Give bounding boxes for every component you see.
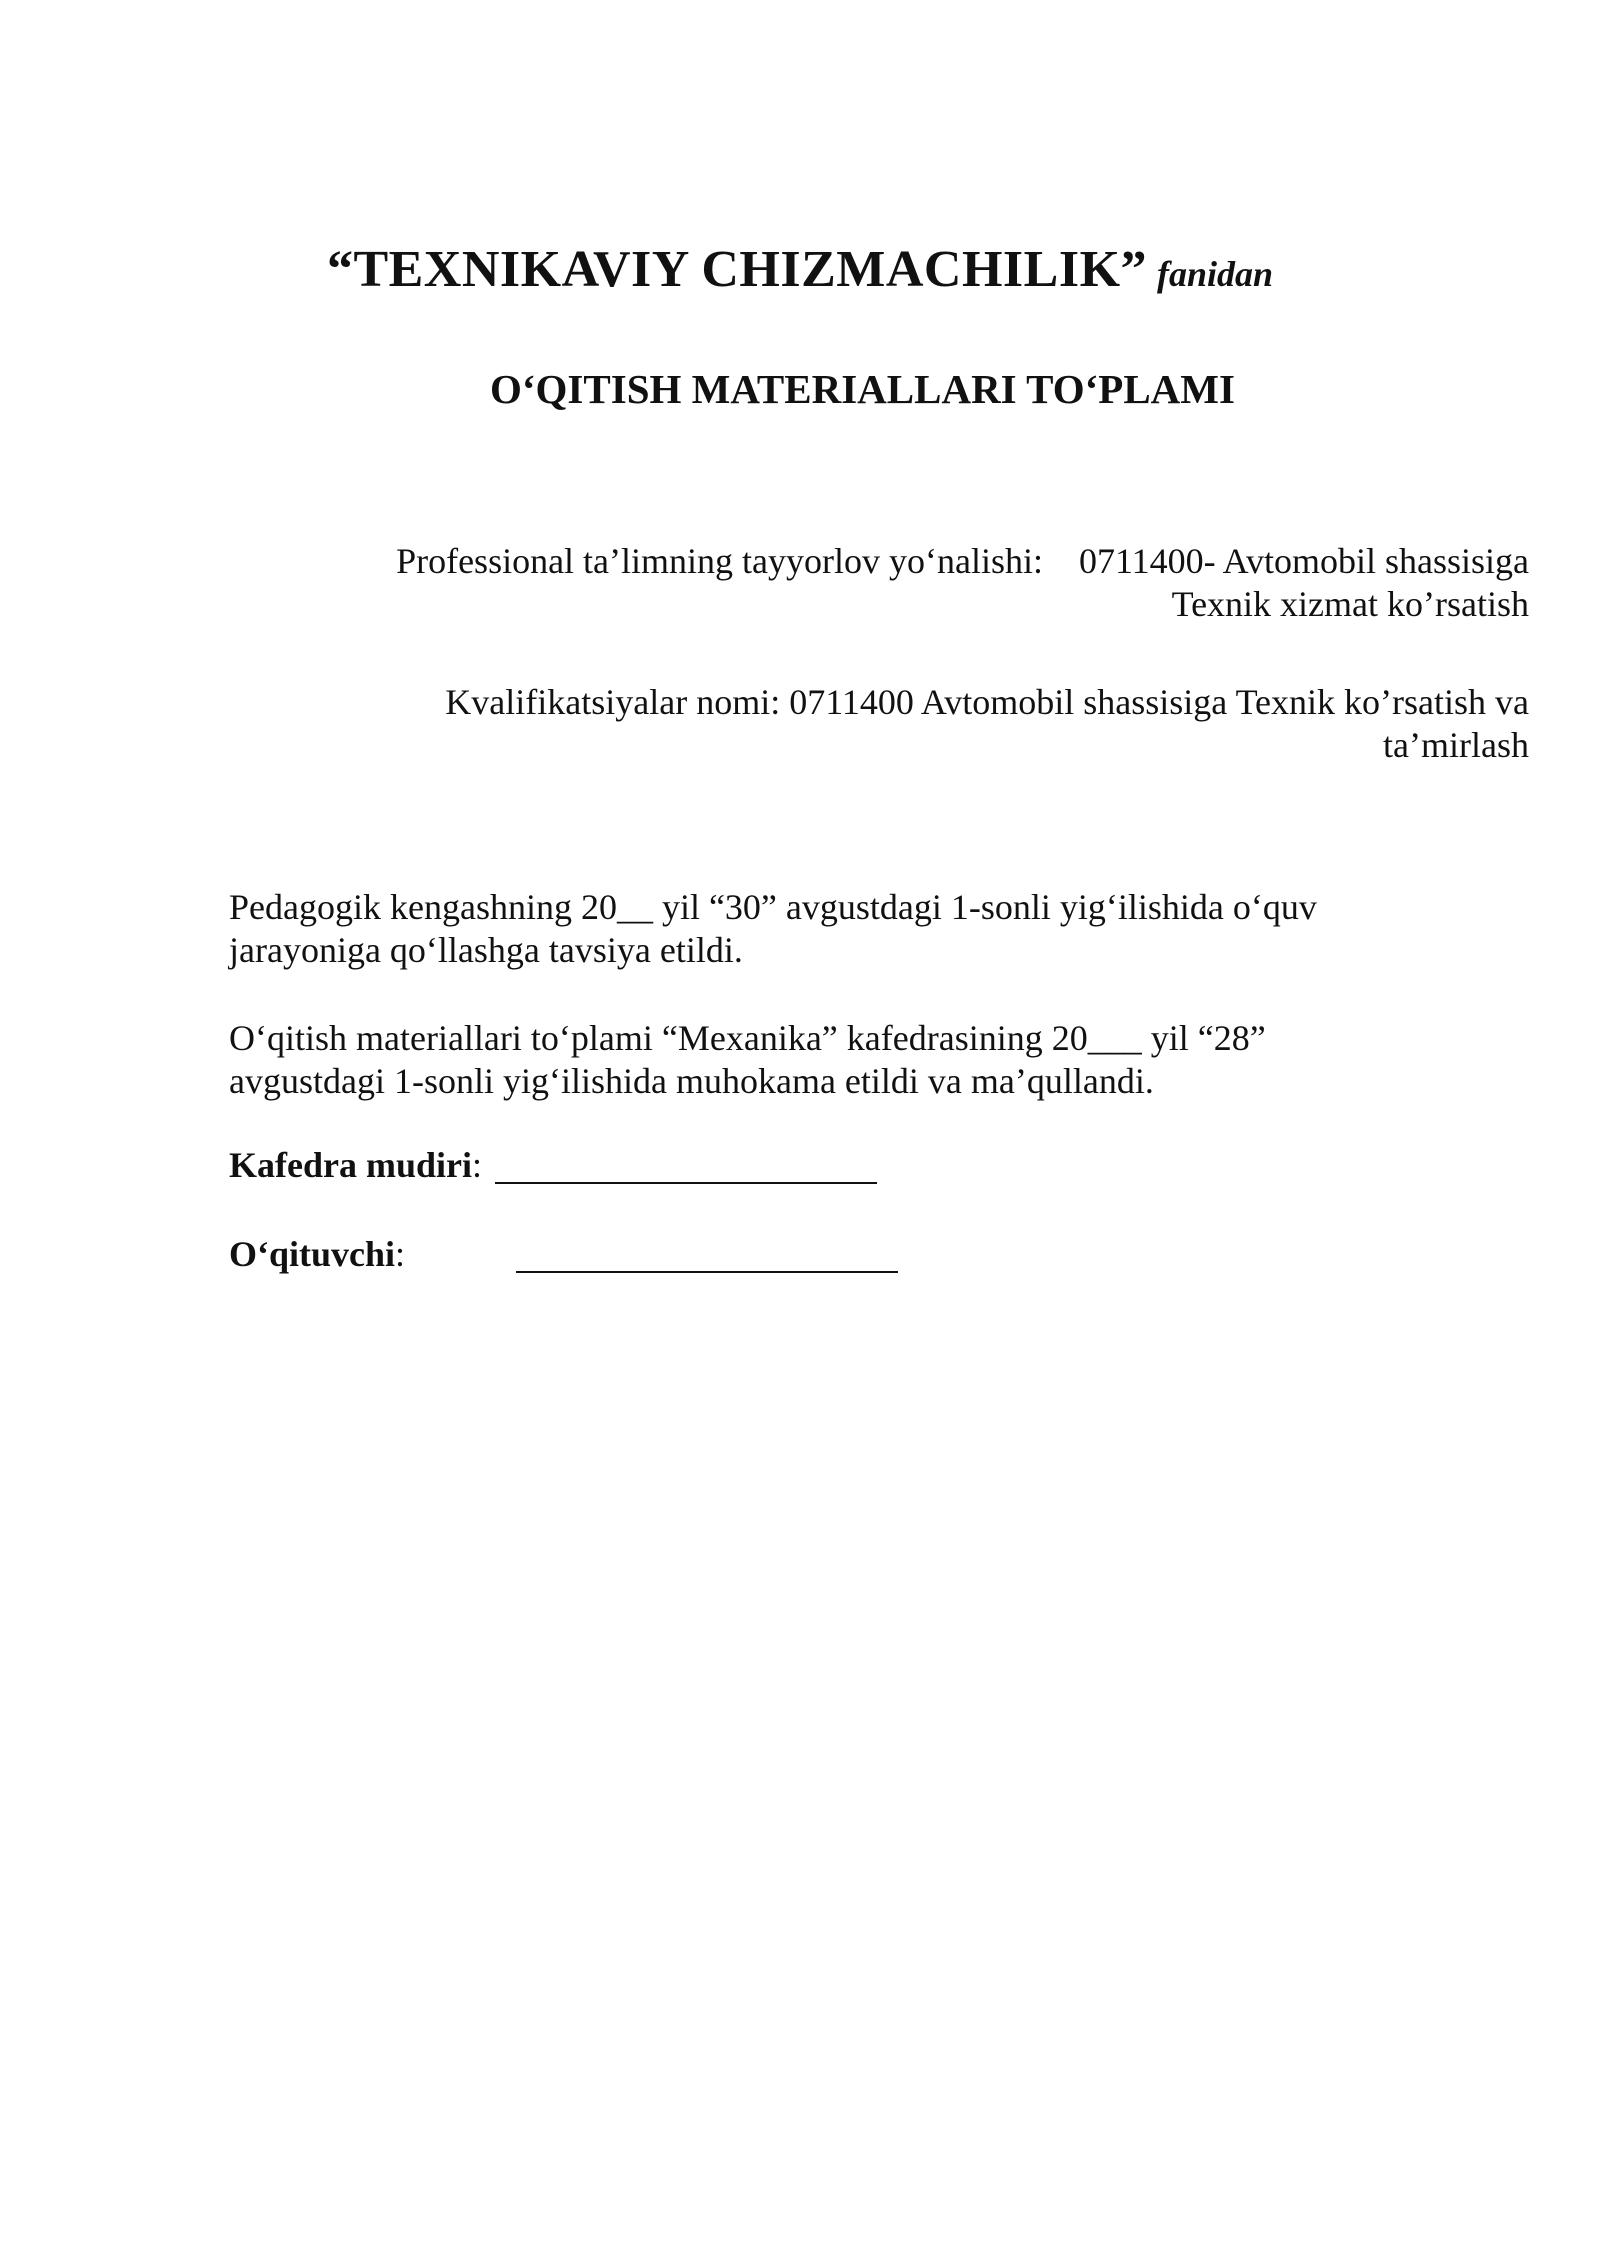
department-approval-line-2: avgustdagi 1-sonli yig‘ilishida muhokama etildi va ma’qullandi. [229, 1061, 1154, 1101]
title-suffix: fanidan [1157, 254, 1274, 294]
teacher-signature [229, 1233, 405, 1276]
department-approval-line-1: O‘qitish materiallari to‘plami “Mexanika” kafedrasining 20___ yil “28” [229, 1018, 1266, 1058]
document-subtitle: O‘QITISH MATERIALLARI TO‘PLAMI [490, 366, 1235, 412]
teacher-signature-line [516, 1271, 898, 1273]
specialty-label: Professional ta’limning tayyorlov yo‘nalishi: [396, 541, 1043, 581]
specialty-block [229, 540, 1529, 626]
department-approval-paragraph [229, 1017, 1379, 1103]
head-of-department-signature [229, 1144, 482, 1187]
head-of-department-colon: : [471, 1145, 482, 1185]
specialty-line-1 [229, 540, 1529, 583]
qualification-line-1: Kvalifikatsiyalar nomi: 0711400 Avtomobil shassisiga Texnik ko’rsatish va [445, 682, 1529, 722]
teacher-label: O‘qituvchi [229, 1234, 396, 1274]
document-title [0, 240, 1600, 299]
specialty-value-1: 0711400- Avtomobil shassisiga [1079, 541, 1529, 581]
qualification-block [229, 681, 1529, 767]
specialty-value-2: Texnik xizmat ko’rsatish [1171, 584, 1529, 624]
council-approval-paragraph [229, 886, 1379, 972]
head-of-department-signature-line [495, 1182, 877, 1184]
title-main: “TEXNIKAVIY CHIZMACHILIK” [326, 241, 1148, 298]
teacher-colon: : [395, 1234, 406, 1274]
head-of-department-label: Kafedra mudiri [229, 1145, 472, 1185]
council-approval-line-1: Pedagogik kengashning 20__ yil “30” avgustdagi 1-sonli yig‘ilishida o‘quv [229, 887, 1317, 927]
council-approval-line-2: jarayoniga qo‘llashga tavsiya etildi. [229, 930, 743, 970]
qualification-line-2: ta’mirlash [1383, 725, 1529, 765]
